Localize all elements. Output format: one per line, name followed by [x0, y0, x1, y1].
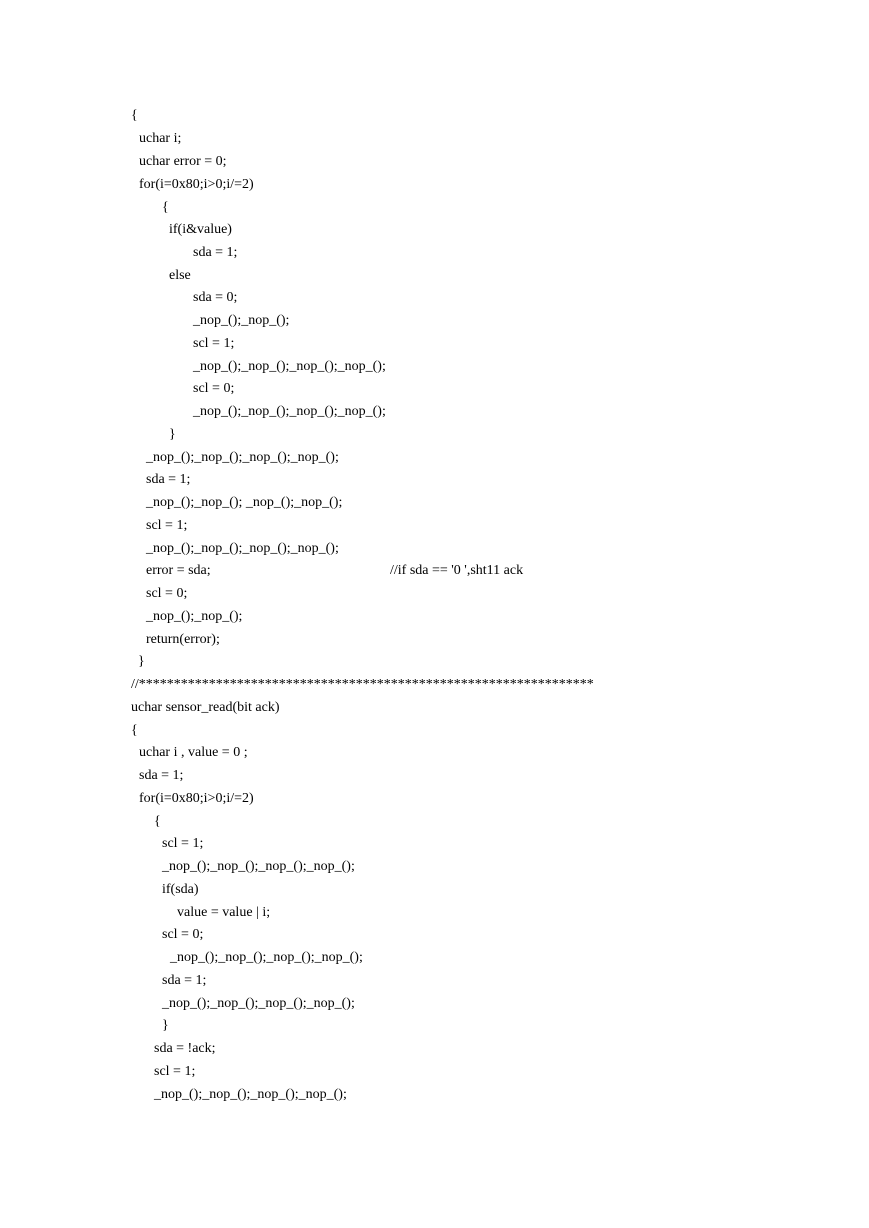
code-line: _nop_();_nop_();_nop_();_nop_();	[193, 359, 386, 374]
code-line: sda = 0;	[193, 290, 238, 305]
code-line: value = value | i;	[177, 905, 271, 920]
code-line: for(i=0x80;i>0;i/=2)	[139, 791, 254, 806]
code-line: _nop_();_nop_();_nop_();_nop_();	[162, 996, 355, 1011]
code-line: scl = 0;	[146, 586, 188, 601]
code-line: else	[169, 268, 191, 283]
code-line: sda = 1;	[193, 245, 238, 260]
code-line: scl = 0;	[193, 381, 235, 396]
code-line: scl = 1;	[193, 336, 235, 351]
code-line: _nop_();_nop_(); _nop_();_nop_();	[146, 495, 343, 510]
code-line: {	[131, 108, 138, 123]
code-line: if(sda)	[162, 882, 199, 897]
code-line: _nop_();_nop_();_nop_();_nop_();	[146, 541, 339, 556]
code-line: sda = 1;	[162, 973, 207, 988]
code-line: }	[138, 654, 145, 669]
code-line: error = sda;	[146, 563, 211, 578]
code-line: {	[154, 814, 161, 829]
code-line: scl = 0;	[162, 927, 204, 942]
code-line: }	[169, 427, 176, 442]
code-line: _nop_();_nop_();_nop_();_nop_();	[154, 1087, 347, 1102]
code-line: scl = 1;	[146, 518, 188, 533]
code-line: {	[131, 723, 138, 738]
code-line: _nop_();_nop_();	[146, 609, 243, 624]
code-line: _nop_();_nop_();_nop_();_nop_();	[193, 404, 386, 419]
code-line: sda = 1;	[146, 472, 191, 487]
code-line: {	[162, 200, 169, 215]
code-line: sda = 1;	[139, 768, 184, 783]
code-line: if(i&value)	[169, 222, 232, 237]
code-line: sda = !ack;	[154, 1041, 216, 1056]
code-line: uchar error = 0;	[139, 154, 227, 169]
ack-comment: //if sda == '0 ',sht11 ack	[390, 563, 524, 578]
code-line: _nop_();_nop_();_nop_();_nop_();	[170, 950, 363, 965]
code-line: return(error);	[146, 632, 220, 647]
code-line: _nop_();_nop_();_nop_();_nop_();	[146, 450, 339, 465]
code-line: scl = 1;	[154, 1064, 196, 1079]
code-line: for(i=0x80;i>0;i/=2)	[139, 177, 254, 192]
code-line: _nop_();_nop_();_nop_();_nop_();	[162, 859, 355, 874]
code-line: uchar i , value = 0 ;	[139, 745, 248, 760]
code-line: _nop_();_nop_();	[193, 313, 290, 328]
code-line: uchar sensor_read(bit ack)	[131, 700, 280, 715]
code-line: //*****************************************************************	[131, 677, 594, 692]
code-line: }	[162, 1018, 169, 1033]
code-line: uchar i;	[139, 131, 182, 146]
code-line: scl = 1;	[162, 836, 204, 851]
